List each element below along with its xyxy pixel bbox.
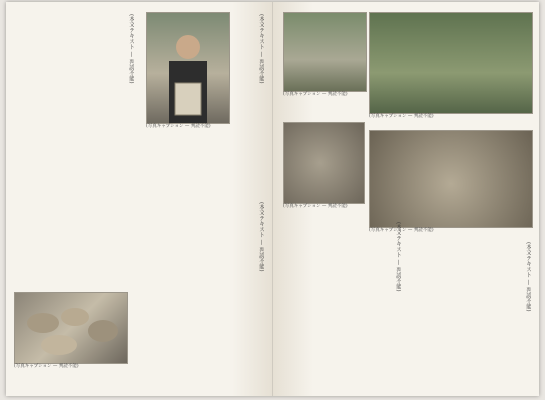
right-page [273, 2, 539, 396]
left-caption-2: (写真キャプション — 判読不能) [14, 364, 79, 369]
photo-portrait [146, 12, 230, 124]
left-caption-1: (写真キャプション — 判読不能) [146, 124, 211, 129]
book-spread [6, 2, 539, 396]
photo-garden-2 [369, 12, 533, 114]
right-text-col-1: (本文テキスト — 判読不能) [525, 242, 531, 312]
photo-garden-1 [283, 12, 367, 92]
left-text-col-1: (本文テキスト — 判読不能) [258, 14, 264, 84]
right-caption-1: (写真キャプション — 判読不能) [283, 92, 348, 97]
right-caption-2: (写真キャプション — 判読不能) [369, 114, 434, 119]
right-text-col-2: (本文テキスト — 判読不能) [395, 222, 401, 292]
photo-stone-1 [283, 122, 365, 204]
portrait-illustration [147, 13, 229, 123]
objects-illustration [15, 293, 127, 363]
right-caption-3: (写真キャプション — 判読不能) [283, 204, 348, 209]
left-text-col-3: (本文テキスト — 判読不能) [128, 14, 134, 84]
left-text-col-2: (本文テキスト — 判読不能) [258, 202, 264, 272]
photo-objects [14, 292, 128, 364]
photo-stone-2 [369, 130, 533, 228]
left-page [6, 2, 273, 396]
right-caption-4: (写真キャプション — 判読不能) [369, 228, 434, 233]
